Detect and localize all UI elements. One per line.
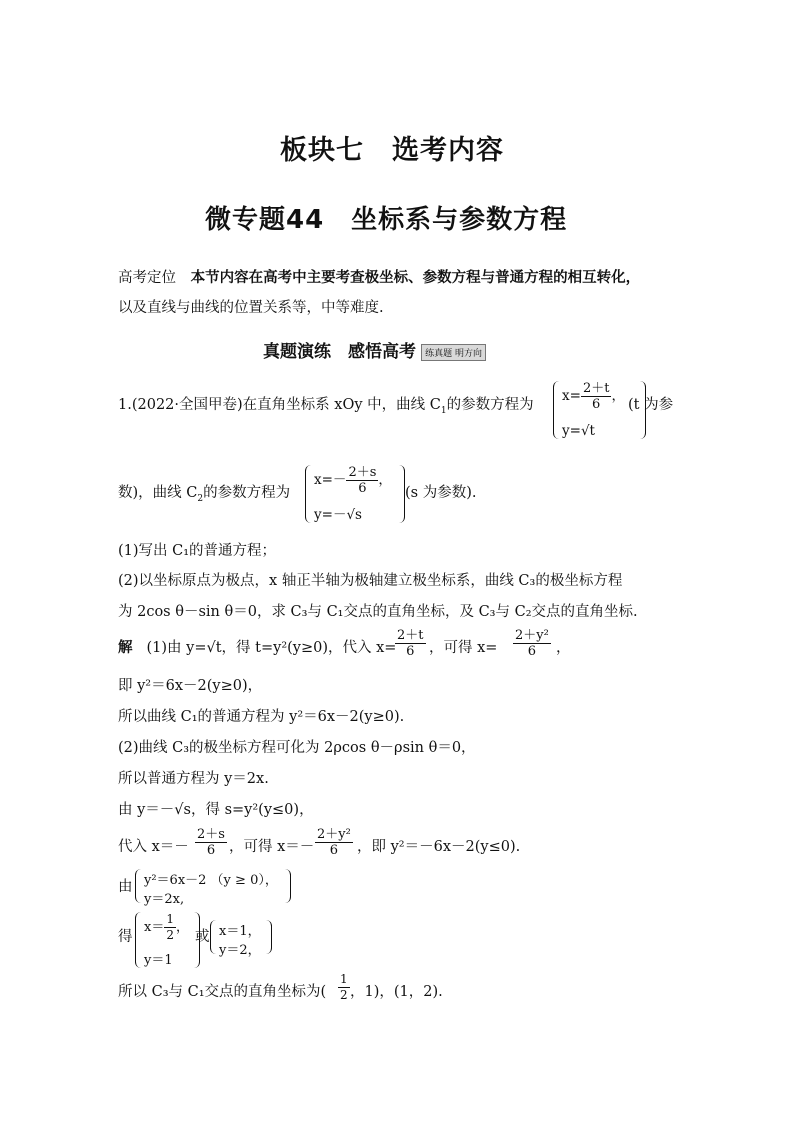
solution-line-4: (2)曲线 C₃的极坐标方程可化为 2ρcos θ－ρsin θ＝0， [118, 740, 476, 756]
s7-frac2-den: 6 [329, 843, 339, 858]
intro-line-1 [118, 271, 640, 286]
c2-param: (s 为参数). [405, 485, 477, 501]
s1-frac2-num: 2＋y² [515, 628, 549, 643]
c1-x-tail: ， [611, 388, 625, 404]
c2-x-num: 2＋s [348, 465, 377, 480]
s10-num: 1 [340, 972, 348, 986]
solution-line-1 [118, 641, 396, 656]
s1-frac1-den: 6 [406, 644, 415, 659]
s9-head: 得 [118, 929, 133, 945]
s1-a: (1)由 y=√t，得 t=y²(y≥0)，代入 x= [146, 640, 397, 656]
solution-head: 解 [118, 639, 133, 656]
c2-system [305, 465, 405, 523]
problem-lead-sub: 1 [440, 405, 447, 416]
s1-frac-1 [395, 628, 426, 659]
s9-r1-den: 2 [166, 928, 174, 942]
s9-b-row-1: x＝1， [219, 924, 261, 939]
s9-r1-num: 1 [166, 912, 174, 926]
problem-line-1 [118, 398, 534, 416]
s9-system-a [135, 912, 200, 968]
question-1: (1)写出 C₁的普通方程； [118, 543, 277, 559]
section-header [263, 337, 486, 362]
s7-frac1-num: 2＋s [197, 827, 225, 842]
solution-final-a: 所以 C₃与 C₁交点的直角坐标为( [118, 984, 327, 1000]
s9-r1-lhs: x＝ [144, 920, 165, 935]
c1-x-num: 2＋t [582, 381, 610, 396]
c2-x-tail: ， [378, 472, 392, 488]
section-tag: 练真题 明方向 [421, 344, 486, 361]
question-2-line-2: 为 2cos θ－sin θ＝0，求 C₃与 C₁交点的直角坐标，及 C₃与 C₂交点的直角坐标. [118, 604, 638, 620]
topic-title: 微专题44 坐标系与参数方程 [205, 205, 568, 235]
s7-b: ，可得 x＝－ [229, 839, 315, 855]
part-title: 板块七 选考内容 [280, 135, 504, 166]
s1-b: ，可得 x= [429, 640, 498, 656]
s7-frac-2 [315, 827, 353, 858]
s7-frac1-den: 6 [206, 843, 216, 858]
c2-x-den: 6 [358, 481, 367, 496]
line2-mid: 的参数方程为 [203, 485, 291, 501]
solution-line-2: 即 y²＝6x－2(y≥0)， [118, 678, 263, 694]
s1-frac-2 [513, 628, 551, 659]
solution-line-7a: 代入 x＝－ [118, 839, 189, 855]
c1-x-lhs: x= [562, 388, 581, 404]
s8-row-1: y²＝6x－2 （y ≥ 0）， [144, 873, 278, 888]
s7-frac-1 [195, 827, 227, 858]
s1-frac2-den: 6 [527, 644, 537, 659]
s10-den: 2 [340, 988, 348, 1002]
solution-final-b: ，1)，(1，2). [350, 984, 443, 1000]
problem-lead-tail: 的参数方程为 [446, 397, 534, 413]
c1-x-den: 6 [592, 397, 601, 412]
s1-c: ， [556, 640, 571, 656]
section-title: 真题演练 感悟高考 [263, 342, 416, 362]
solution-line-6: 由 y＝－√s，得 s=y²(y≤0)， [118, 802, 314, 818]
c1-y: y=√t [562, 423, 595, 439]
s9-r1-tail: ， [175, 920, 189, 935]
s8-row-2: y＝2x, [144, 892, 185, 907]
line2-head: 数)，曲线 C [118, 485, 198, 501]
question-2-line-1: (2)以坐标原点为极点，x 轴正半轴为极轴建立极坐标系，曲线 C₃的极坐标方程 [118, 573, 623, 589]
s9-or: 或 [195, 929, 210, 945]
line2-sub: 2 [197, 493, 204, 504]
s9-b-row-2: y＝2， [219, 943, 261, 958]
c1-param: (t 为参 [628, 397, 674, 413]
intro-text: 本节内容在高考中主要考查极坐标、参数方程与普通方程的相互转化， [190, 269, 641, 286]
s1-frac1-num: 2＋t [397, 628, 424, 643]
intro-label: 高考定位 [118, 270, 176, 286]
c2-x-lhs: x=－ [314, 472, 347, 488]
s7-c: ，即 y²＝－6x－2(y≤0). [357, 839, 521, 855]
problem-line-2 [118, 486, 290, 504]
solution-line-5: 所以普通方程为 y＝2x. [118, 771, 269, 787]
s7-frac2-num: 2＋y² [317, 827, 351, 842]
s10-frac [338, 972, 350, 1003]
solution-line-3: 所以曲线 C₁的普通方程为 y²＝6x－2(y≥0). [118, 709, 405, 725]
intro-line-2: 以及直线与曲线的位置关系等，中等难度. [118, 300, 384, 316]
c2-y: y=－√s [314, 507, 362, 523]
problem-lead: 1.(2022·全国甲卷)在直角坐标系 xOy 中，曲线 C [118, 397, 441, 413]
s9-system-b [210, 920, 272, 958]
s8-head: 由 [118, 879, 133, 895]
s8-system [135, 869, 291, 907]
s9-row-2: y＝1 [144, 953, 173, 968]
